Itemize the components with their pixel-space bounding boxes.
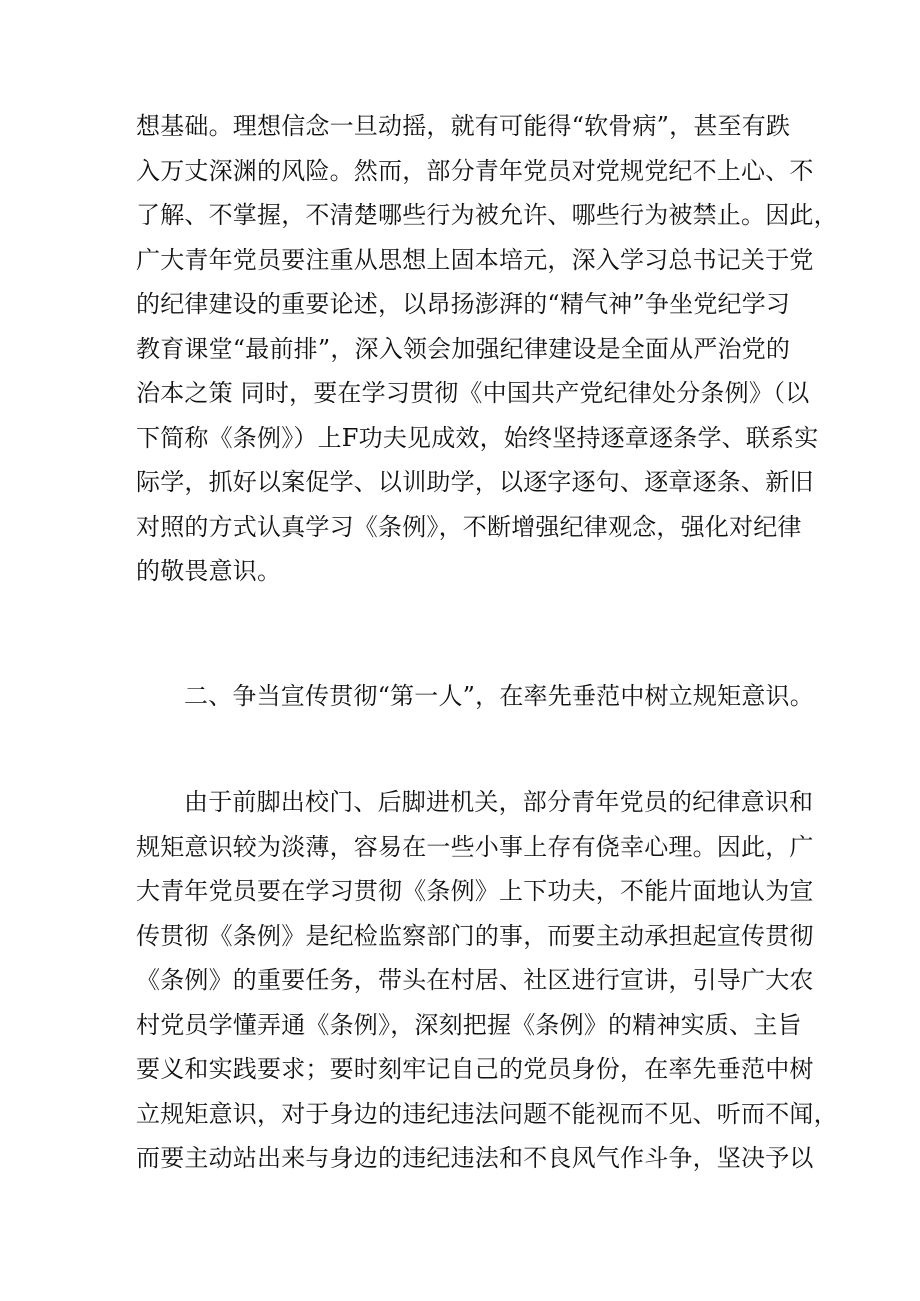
paragraph-line: 想基础。理想信念一旦动摇，就有可能得“软骨病”，甚至有跌 [136,112,791,140]
paragraph-line: 传贯彻《条例》是纪检监察部门的事，而要主动承担起宣传贯彻 [136,921,814,950]
section-heading-text: 二、争当宣传贯彻“第一人”，在率先垂范中树立规矩意识。 [184,682,814,710]
paragraph-line: 对照的方式认真学习《条例》，不断增强纪律观念，强化对纪律 [136,512,802,541]
paragraph-line: 村党员学懂弄通《条例》，深刻把握《条例》的精神实质、主旨 [136,1010,802,1039]
paragraph-line: 下简称《条例》）上F功夫见成效，始终坚持逐章逐条学、联系实 [136,423,819,452]
section-heading [136,674,814,719]
paragraph-line: 大青年党员要在学习贯彻《条例》上下功夫，不能片面地认为宣 [136,877,814,905]
paragraph-line: 立规矩意识，对于身边的违纪违法问题不能视而不见、听而不闻， [136,1099,838,1128]
paragraph-line: 《条例》的重要任务，带头在村居、社区进行宣讲，引导广大农 [136,966,814,994]
paragraph-line: 由于前脚出校门、后脚进机关，部分青年党员的纪律意识和 [184,788,814,816]
paragraph-line: 的纪律建设的重要论述，以昂扬澎湃的“精气神”争坐党纪学习 [136,290,791,318]
paragraph-line: 规矩意识较为淡薄，容易在一些小事上存有侥幸心理。因此，广 [136,832,814,861]
paragraph-line: 要义和实践要求；要时刻牢记自己的党员身份，在率先垂范中树 [136,1055,814,1083]
paragraph-line: 治本之策 同时，要在学习贯彻《中国共产党纪律处分条例》（以 [136,379,810,407]
paragraph-line: 广大青年党员要注重从思想上固本培元，深入学习总书记关于党 [136,245,814,274]
body-paragraph-2 [136,780,838,1181]
body-paragraph-1 [136,104,838,594]
paragraph-line: 教育课堂“最前排”，深入领会加强纪律建设是全面从严治党的 [136,334,791,363]
paragraph-line: 的敬畏意识。 [136,557,282,585]
paragraph-line: 而要主动站出来与身边的违纪违法和不良风气作斗争，坚决予以 [136,1144,814,1172]
paragraph-line: 际学，抓好以案促学、以训助学，以逐字逐句、逐章逐条、新旧 [136,468,814,496]
paragraph-line: 了解、不掌握，不清楚哪些行为被允许、哪些行为被禁止。因此， [136,201,838,229]
paragraph-line: 入万丈深渊的风险。然而，部分青年党员对党规党纪不上心、不 [136,156,814,185]
